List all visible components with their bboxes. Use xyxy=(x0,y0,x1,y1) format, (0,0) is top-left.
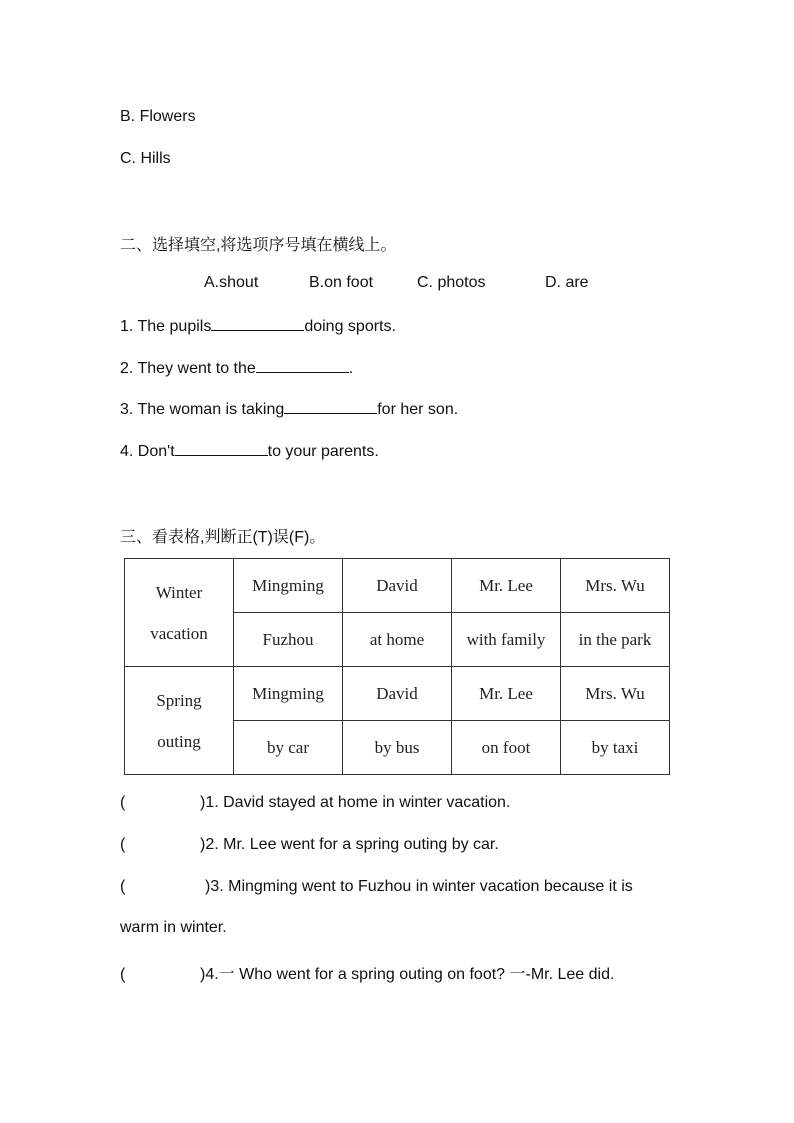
question-3 xyxy=(120,399,458,419)
question-text: to your parents. xyxy=(267,443,379,460)
option-a: A.shout xyxy=(204,274,259,291)
table-cell-transport: on foot xyxy=(452,721,561,775)
table-cell-name: Mr. Lee xyxy=(452,559,561,613)
question-1 xyxy=(120,316,396,336)
table-cell-name: David xyxy=(343,667,452,721)
statement-2 xyxy=(120,836,499,854)
statement-3 xyxy=(120,878,633,896)
option-list xyxy=(0,274,794,296)
answer-paren[interactable]: ( xyxy=(120,836,126,853)
table-cell-place: in the park xyxy=(561,613,670,667)
answer-paren[interactable]: ( xyxy=(120,794,126,811)
statement-text: )1. David stayed at home in winter vacation. xyxy=(200,794,511,811)
option-b: B.on foot xyxy=(309,274,374,291)
activity-table xyxy=(124,558,670,775)
table-cell-name: Mrs. Wu xyxy=(561,667,670,721)
question-text: 3. The woman is taking xyxy=(120,401,285,418)
statement-text: )2. Mr. Lee went for a spring outing by car. xyxy=(200,836,499,853)
question-text: 2. They went to the xyxy=(120,360,256,377)
table-cell-transport: by car xyxy=(234,721,343,775)
section-2-title: 二、选择填空,将选项序号填在横线上。 xyxy=(120,237,397,254)
statement-3-continuation: warm in winter. xyxy=(120,919,227,936)
question-text: 1. The pupils xyxy=(120,318,212,335)
statement-text: )4.一 Who went for a spring outing on foot? 一-Mr. Lee did. xyxy=(200,966,615,983)
table-cell-place: with family xyxy=(452,613,561,667)
table-cell-name: Mrs. Wu xyxy=(561,559,670,613)
table-cell-name: David xyxy=(343,559,452,613)
question-4 xyxy=(120,441,379,461)
table-cell-transport: by bus xyxy=(343,721,452,775)
table-cell-place: Fuzhou xyxy=(234,613,343,667)
question-2 xyxy=(120,358,353,378)
option-d: D. are xyxy=(545,274,589,291)
statement-text: )3. Mingming went to Fuzhou in winter vacation because it is xyxy=(205,878,633,895)
answer-blank[interactable] xyxy=(284,399,377,414)
table-cell-name: Mr. Lee xyxy=(452,667,561,721)
table-cell-place: at home xyxy=(343,613,452,667)
answer-paren[interactable]: ( xyxy=(120,878,126,895)
answer-blank[interactable] xyxy=(256,358,349,373)
answer-blank[interactable] xyxy=(175,441,268,456)
table-cell-name: Mingming xyxy=(234,559,343,613)
table-cell-name: Mingming xyxy=(234,667,343,721)
answer-blank[interactable] xyxy=(211,316,304,331)
section-3-title: 三、看表格,判断正(T)误(F)。 xyxy=(120,529,326,546)
question-text: . xyxy=(348,360,354,377)
question-text: doing sports. xyxy=(304,318,396,335)
question-text: for her son. xyxy=(377,401,459,418)
table-cell-transport: by taxi xyxy=(561,721,670,775)
option-c: C. photos xyxy=(417,274,486,291)
answer-paren[interactable]: ( xyxy=(120,966,126,983)
choice-b: B. Flowers xyxy=(120,108,196,125)
spring-outing-header: Spring outing xyxy=(125,667,234,775)
winter-vacation-header: Winter vacation xyxy=(125,559,234,667)
statement-1 xyxy=(120,794,510,812)
statement-4 xyxy=(120,961,614,984)
choice-c: C. Hills xyxy=(120,150,171,167)
question-text: 4. Don't xyxy=(120,443,175,460)
